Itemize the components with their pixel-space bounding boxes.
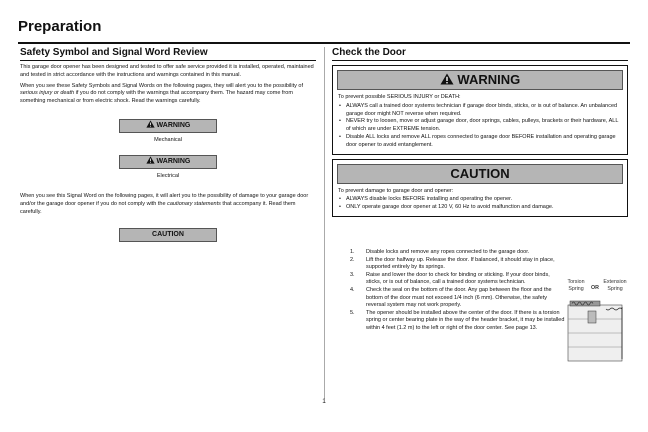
caution-box-body <box>333 184 627 216</box>
warning-box-body <box>333 90 627 154</box>
step-text: The opener should be installed above the center of the door. If there is a torsion spring or center bearing plate in the way of the header bracket, it may be installed within 4 feet (1.2 m) to the left or right of the door center. See page 13. <box>366 309 565 331</box>
steps-list <box>350 249 566 333</box>
list-item: • ALWAYS call a trained door systems technician if garage door binds, sticks, or is out of balance. An unbalanced garage door might NOT reverse when required. <box>346 103 622 119</box>
warning-triangle-icon <box>146 156 155 164</box>
caution-badge: CAUTION <box>119 228 217 242</box>
warning-box <box>332 65 628 155</box>
step-number: 4. <box>350 286 355 293</box>
torsion-spring-label: Torsion Spring <box>567 279 585 292</box>
caution-text-1: When you see this Signal Word on the following pages, it will alert you to the possibility of damage to your garage door and/or the garage door opener if you do not comply with the <box>20 192 309 207</box>
symbols-text-2: if you do not comply with the warnings that accompany them. The hazard may come from something mechanical or from electric shock. Read the warnings carefully. <box>20 90 293 105</box>
warning-triangle-icon <box>440 73 454 85</box>
electrical-warning-block <box>20 155 316 179</box>
warning-box-title: WARNING <box>457 72 521 87</box>
page-title: Preparation <box>18 18 102 35</box>
list-item <box>350 287 566 310</box>
caution-text-emphasis: cautionary statements <box>167 200 221 207</box>
mechanical-warning-block <box>20 119 316 143</box>
list-item <box>350 310 566 333</box>
list-item <box>350 257 566 272</box>
step-number: 2. <box>350 256 355 263</box>
warning-box-header <box>337 70 623 90</box>
warning-badge-label: WARNING <box>156 157 191 165</box>
garage-door-spring-illustration <box>566 299 628 363</box>
list-item: • Disable ALL locks and remove ALL ropes connected to garage door BEFORE installation and operating garage door opener to avoid entanglement. <box>346 134 622 150</box>
spring-figure <box>566 279 628 375</box>
mechanical-warning-badge <box>119 119 217 133</box>
intro-paragraph: This garage door opener has been designed and tested to offer safe service provided it is installed, operated, maintained and tested in strict accordance with the instructions and warnings contained in this manual. <box>20 64 314 78</box>
step-number: 3. <box>350 271 355 278</box>
symbols-text-emphasis: serious injury or death <box>20 90 75 97</box>
warning-intro: To prevent possible SERIOUS INJURY or DEATH: <box>338 94 461 100</box>
or-label: OR <box>591 285 599 291</box>
warning-list <box>338 103 622 150</box>
step-text: Check the seal on the bottom of the door. Any gap between the floor and the bottom of the door must not exceed 1/4 inch (6 mm). Otherwise, the safety reversal system may not work properly. <box>366 286 552 309</box>
right-column <box>332 47 628 331</box>
step-number: 1. <box>350 249 355 255</box>
warning-badge-label: WARNING <box>156 121 191 129</box>
caution-box-header: CAUTION <box>337 164 623 184</box>
list-item <box>350 249 566 257</box>
list-item: • ONLY operate garage door opener at 120 V, 60 Hz to avoid malfunction and damage. <box>346 204 622 212</box>
page-number: 1 <box>322 398 326 405</box>
symbols-text-1: When you see these Safety Symbols and Signal Words on the following pages, they will alert you to the possibility of <box>20 82 303 89</box>
list-item: • NEVER try to loosen, move or adjust garage door, door springs, cables, pulleys, brackets or their hardware, ALL of which are under EXTREME tension. <box>346 118 622 134</box>
step-text: Lift the door halfway up. Release the door. If balanced, it should stay in place, supported entirely by its springs. <box>366 256 555 271</box>
electrical-caption: Electrical <box>156 172 180 179</box>
caution-box <box>332 159 628 217</box>
step-text: Disable locks and remove any ropes connected to the garage door. <box>366 249 530 255</box>
step-number: 5. <box>350 309 355 316</box>
symbols-paragraph <box>20 83 316 106</box>
electrical-warning-badge <box>119 155 217 169</box>
page-header <box>18 14 630 44</box>
check-door-heading: Check the Door <box>332 47 628 61</box>
caution-text-2: that accompany it. Read them carefully. <box>20 200 296 215</box>
list-item <box>350 272 566 287</box>
caution-paragraph <box>20 193 316 216</box>
step-text: Raise and lower the door to check for binding or sticking. If your door binds, sticks, or is out of balance, call a trained door systems technician. <box>366 271 550 286</box>
list-item: • ALWAYS disable locks BEFORE installing and operating the opener. <box>346 196 622 204</box>
mechanical-caption: Mechanical <box>154 136 182 143</box>
column-divider <box>324 47 325 399</box>
caution-list <box>338 196 622 212</box>
left-column <box>20 47 316 242</box>
warning-triangle-icon <box>146 120 155 128</box>
extension-spring-label: Extension Spring <box>603 279 627 292</box>
safety-heading: Safety Symbol and Signal Word Review <box>20 47 316 61</box>
caution-intro: To prevent damage to garage door and opener: <box>338 187 454 194</box>
